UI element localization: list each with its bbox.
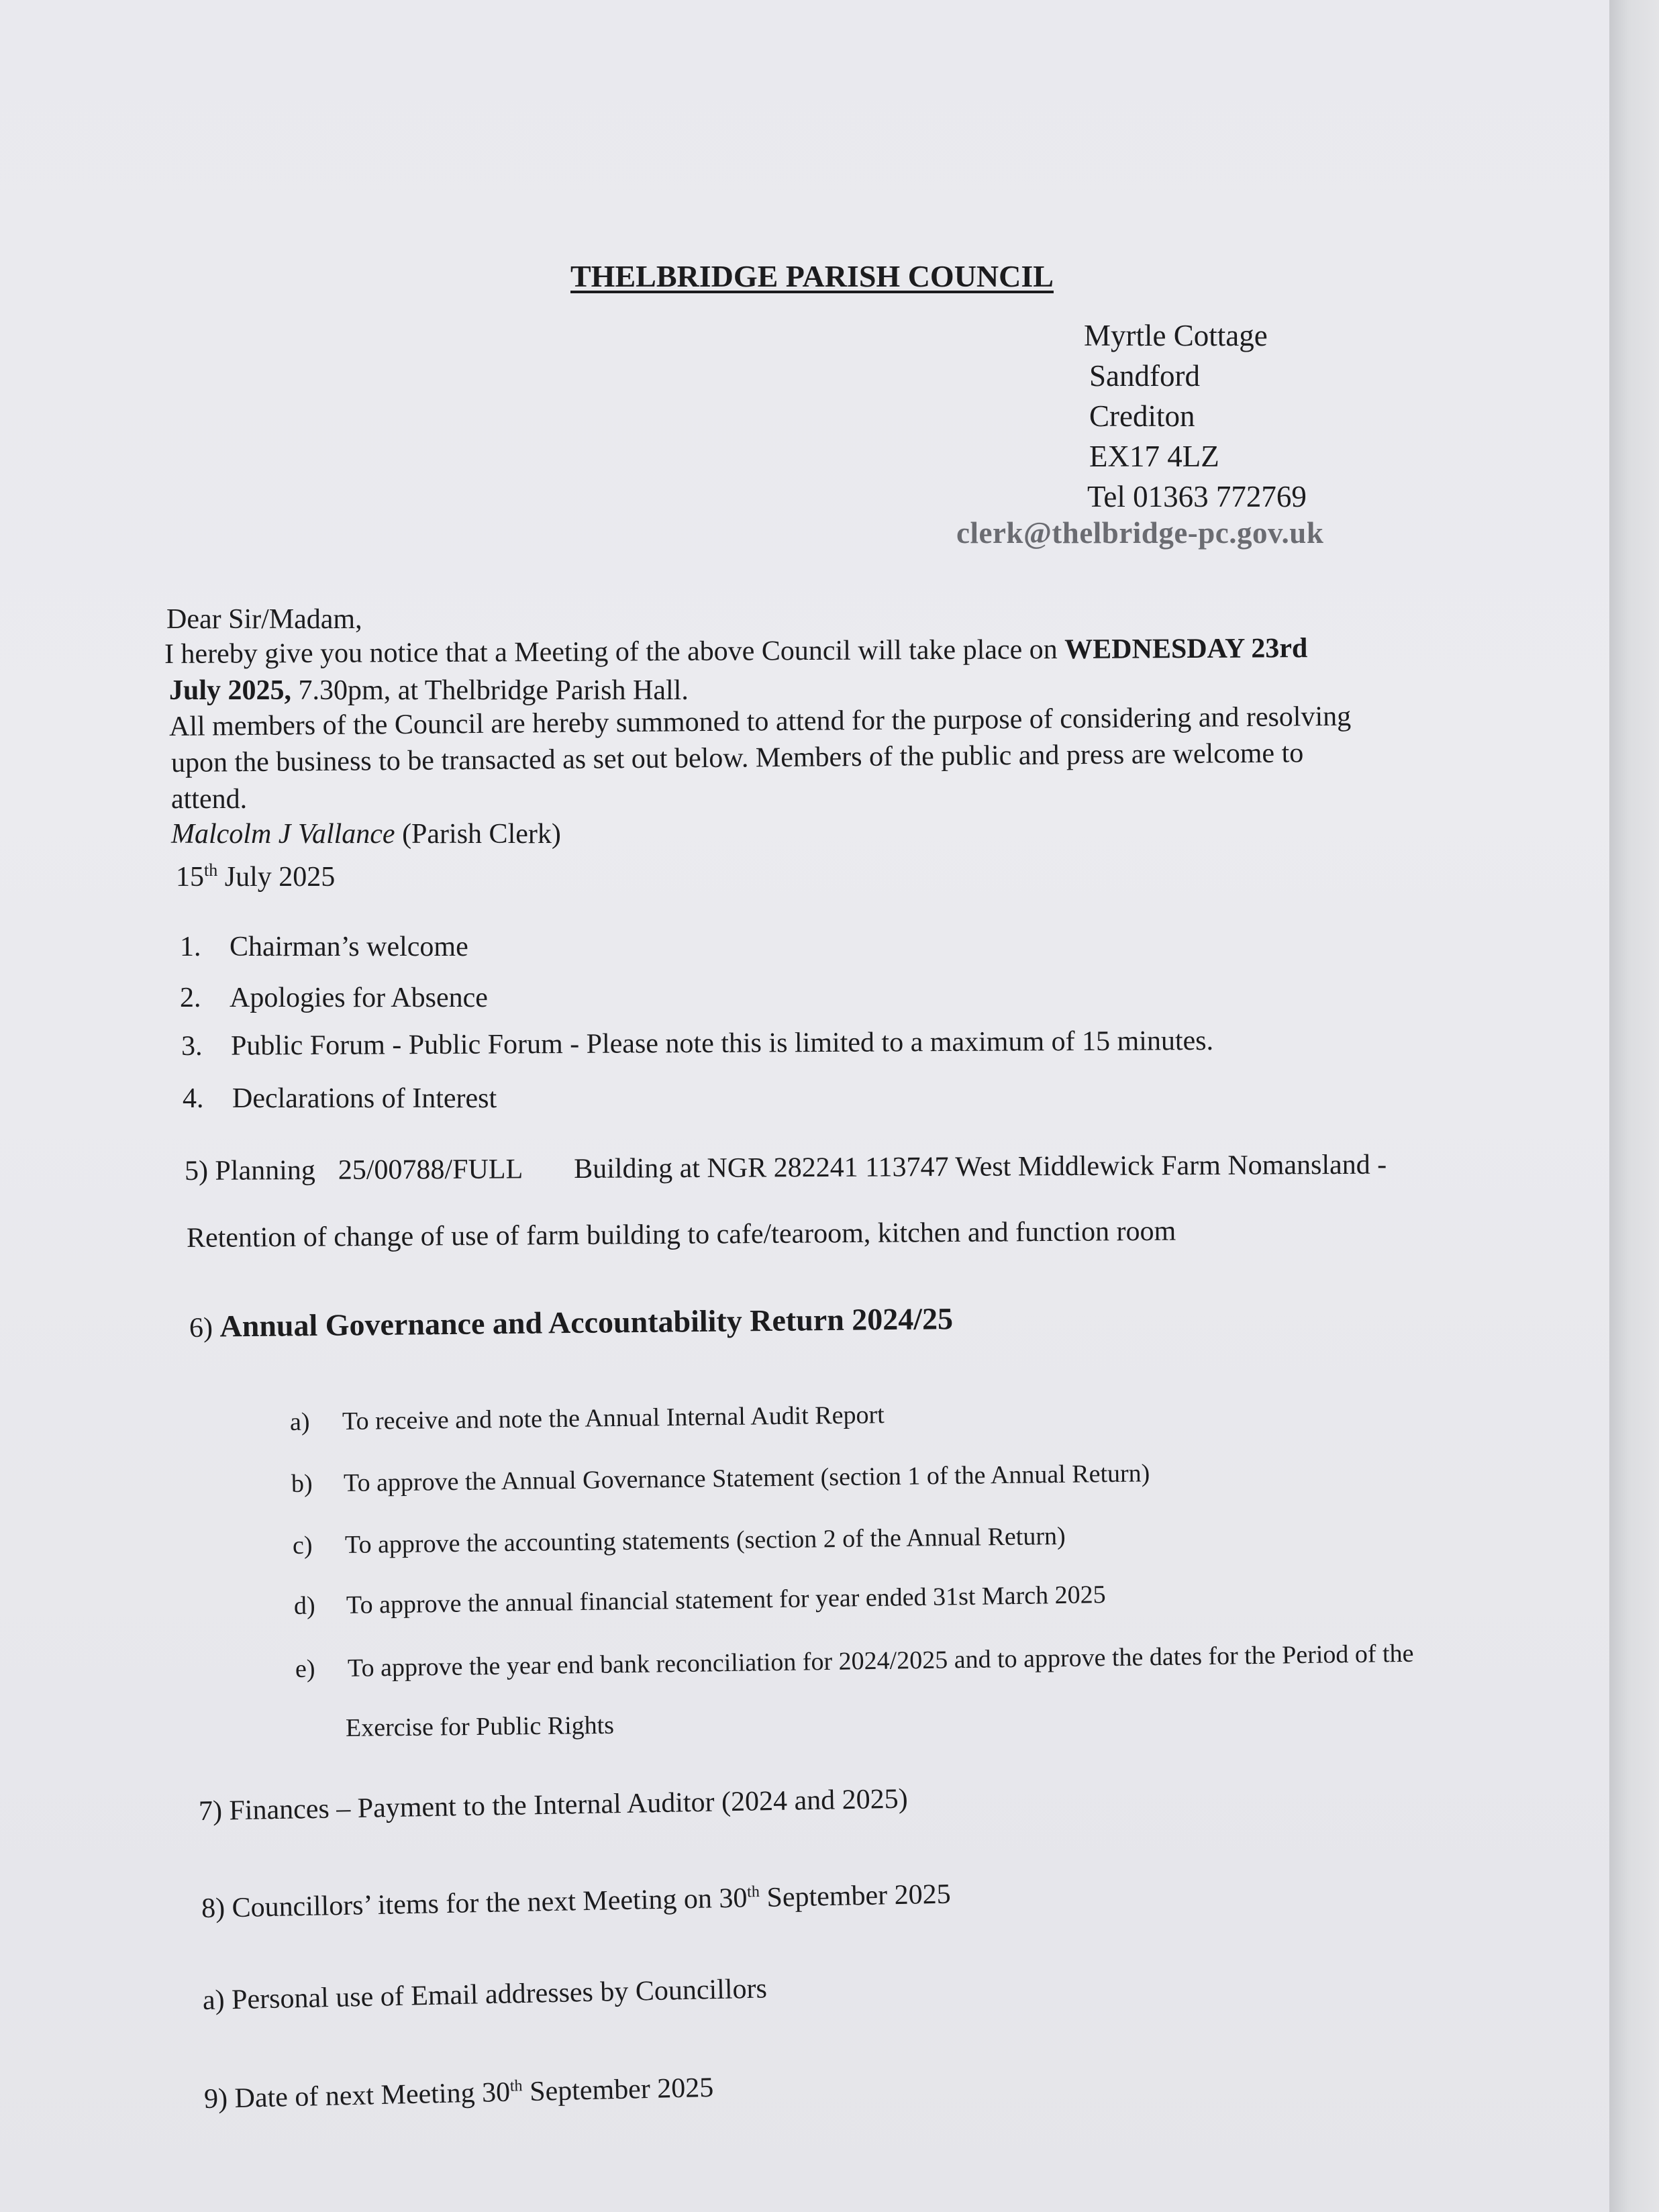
notice-date-month: July 2025,	[169, 675, 292, 706]
signature-line	[171, 816, 561, 852]
letter-date: 15th July 2025	[176, 860, 336, 893]
notice-line-1	[164, 630, 1308, 672]
notice-date-day: WEDNESDAY 23rd	[1064, 633, 1308, 665]
agenda-item-4: 4. Declarations of Interest	[183, 1083, 497, 1114]
section-6-item-c: c) To approve the accounting statements (section 2 of the Annual Return)	[292, 1521, 1066, 1560]
agenda-item-2: 2. Apologies for Absence	[180, 983, 488, 1013]
agenda-item-3: 3. Public Forum - Public Forum - Please note this is limited to a maximum of 15 minutes.	[181, 1025, 1214, 1062]
salutation: Dear Sir/Madam,	[166, 604, 362, 635]
planning-label: 5) Planning	[184, 1154, 315, 1187]
section-6-item-a: a) To receive and note the Annual Internal Audit Report	[289, 1401, 885, 1436]
notice-lead: I hereby give you notice that a Meeting of the above Council will take place on	[164, 634, 1065, 670]
signatory-name: Malcolm J Vallance	[171, 819, 395, 850]
clerk-email: clerk@thelbridge-pc.gov.uk	[956, 516, 1324, 550]
notice-time-place: 7.30pm, at Thelbridge Parish Hall.	[291, 675, 689, 706]
planning-line	[185, 1147, 1387, 1189]
summon-line-3: attend.	[171, 784, 248, 815]
planning-location: Building at NGR 282241 113747 West Middlewick Farm Nomansland -	[574, 1149, 1387, 1185]
agenda-item-9: 9) Date of next Meeting 30th September 2025	[203, 2072, 714, 2115]
section-6-item-e-continued: Exercise for Public Rights	[345, 1711, 615, 1742]
planning-description: Retention of change of use of farm building to cafe/tearoom, kitchen and function room	[186, 1215, 1176, 1254]
address-phone: Tel 01363 772769	[1087, 480, 1307, 513]
page-edge-shadow	[1609, 0, 1659, 2212]
section-6-item-b: b) To approve the Annual Governance Statement (section 1 of the Annual Return)	[291, 1459, 1150, 1498]
summon-line-2: upon the business to be transacted as set out below. Members of the public and press are welcome to	[170, 738, 1304, 778]
address-line-1: Myrtle Cottage	[1084, 319, 1268, 352]
agenda-item-7: 7) Finances – Payment to the Internal Auditor (2024 and 2025)	[198, 1783, 909, 1827]
address-line-3: Crediton	[1089, 399, 1195, 433]
agenda-item-8-sub-a: a) Personal use of Email addresses by Councillors	[202, 1973, 768, 2016]
section-6-item-e: e) To approve the year end bank reconciliation for 2024/2025 and to approve the dates for the Period of the	[295, 1639, 1414, 1683]
council-title: THELBRIDGE PARISH COUNCIL	[570, 259, 1054, 293]
planning-ref: 25/00788/FULL	[338, 1154, 523, 1186]
signatory-role: (Parish Clerk)	[395, 819, 561, 850]
summon-line-1: All members of the Council are hereby summoned to attend for the purpose of considering and resolving	[168, 701, 1352, 742]
address-postcode: EX17 4LZ	[1089, 440, 1219, 473]
notice-line-2	[169, 672, 689, 709]
section-6-heading: 6) Annual Governance and Accountability Return 2024/25	[189, 1301, 954, 1344]
agenda-item-8: 8) Councillors’ items for the next Meeting on 30th September 2025	[201, 1878, 952, 1924]
address-line-2: Sandford	[1089, 359, 1200, 393]
section-6-item-d: d) To approve the annual financial statement for year ended 31st March 2025	[293, 1580, 1106, 1620]
agenda-item-1: 1. Chairman’s welcome	[180, 932, 468, 962]
